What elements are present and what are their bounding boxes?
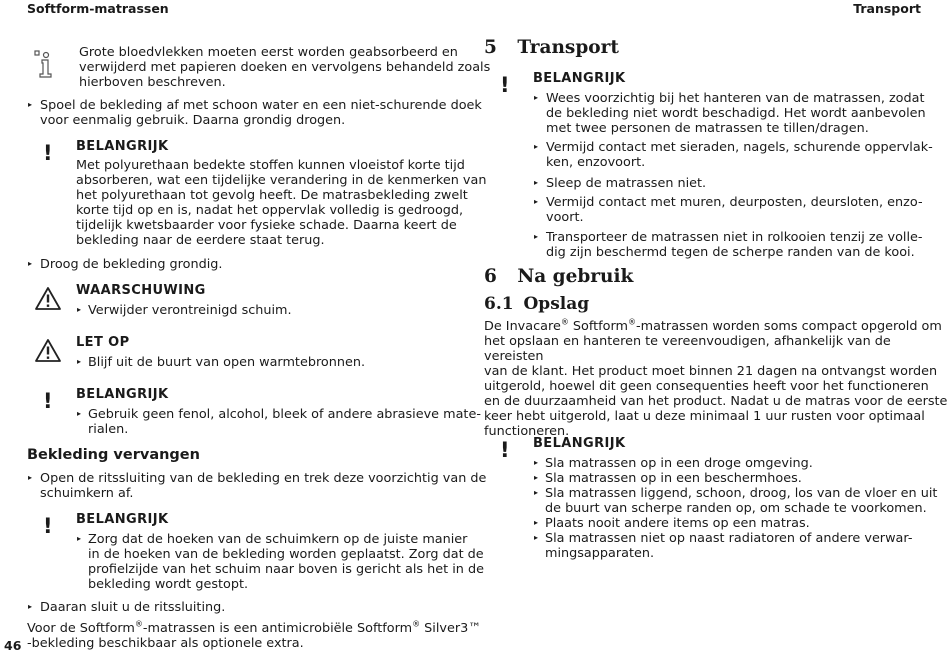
bullet-marker: ▸ [534,458,539,467]
text-line: voor eenmalig gebruik. Daarna grondig drogen. [40,113,346,128]
text-span: -matrassen worden soms compact opgerold om [635,319,942,334]
text-line: profielzijde van het schuim naar boven is gericht als het in de [88,562,484,577]
bullet-item-rinse [40,98,482,113]
transport-item [546,195,923,225]
text-line: voort. [546,210,584,225]
subsection-heading-storage [484,294,589,314]
transport-item [546,91,926,136]
bullet-marker: ▸ [534,533,539,542]
storage-item [545,486,937,516]
bullet-item-open-zipper-cont [40,486,133,501]
text-span: -matrassen is een antimicrobiële Softform [142,621,413,636]
registered-mark: ® [412,619,421,629]
text-line: ken, enzovoort. [546,155,646,170]
important-icon: ! [43,389,53,413]
text-line: het opslaan en hanteren te vereenvoudigen, afhankelijk van de vereisten [484,334,891,364]
bullet-marker: ▸ [534,142,539,151]
text-line: en de duurzaamheid van het product. Nadat u de matras voor de eerste [484,394,948,409]
note-item [88,407,481,437]
note-heading: BELANGRIJK [76,512,169,527]
text-line: absorberen, wat een tijdelijke verandering in de kenmerken van [76,173,487,188]
note-heading: BELANGRIJK [533,436,626,451]
caution-heading: LET OP [76,335,130,350]
bullet-marker: ▸ [534,197,539,206]
important-icon: ! [500,73,510,97]
storage-item [545,531,912,561]
text-span: Softform [568,319,628,334]
warning-heading: WAARSCHUWING [76,283,206,298]
text-line: met twee personen de matrassen te tillen/dragen. [546,121,869,136]
storage-item: Plaats nooit andere items op een matras. [545,516,810,531]
important-icon: ! [43,141,53,165]
bullet-marker: ▸ [28,259,33,268]
text-line: Met polyurethaan bedekte stoffen kunnen vloeistof korte tijd [76,158,465,173]
text-line: Spoel de bekleding af met schoon water en een niet-schurende doek [40,98,482,113]
text-line: mingsapparaten. [545,546,655,561]
page-number: 46 [4,638,22,653]
bullet-item-open-zipper [40,471,486,486]
text-line: het polyurethaan tot gevolg heeft. De matrasbekleding zwelt [76,188,468,203]
text-line: Vermijd contact met sieraden, nagels, schurende oppervlak- [546,140,933,155]
bullet-marker: ▸ [77,534,82,543]
text-line: hierboven beschreven. [79,75,226,90]
transport-item [546,140,933,170]
transport-item [546,176,706,191]
text-span: Voor de Softform [27,621,135,636]
registered-mark: ® [134,619,143,629]
section-number: 5 [484,37,497,58]
subsection-heading: Bekleding vervangen [27,447,200,463]
text-line: bekleding wordt gestopt. [88,577,249,592]
warning-item: Verwijder verontreinigd schuim. [88,303,292,318]
text-line: uitgerold, hoewel dit geen consequenties heeft voor het functioneren [484,379,929,394]
header-section-title: Transport [853,1,921,16]
bullet-marker: ▸ [534,488,539,497]
text-line: de buurt van scherpe randen op, om schade te voorkomen. [545,501,927,516]
bullet-marker: ▸ [534,178,539,187]
text-span: Silver3™ [420,621,482,636]
note-item [88,532,484,592]
section-title: Opslag [523,294,590,314]
text-line: Sla matrassen liggend, schoon, droog, los van de vloer en uit [545,486,938,501]
caution-triangle-icon [34,338,62,363]
info-icon [34,50,56,78]
header-document-title: Softform-matrassen [27,1,169,16]
note-heading: BELANGRIJK [76,139,169,154]
bullet-marker: ▸ [534,473,539,482]
bullet-marker: ▸ [77,357,82,366]
note-text [76,158,486,248]
text-line: verwijderd met papieren doeken en vervolgens behandeld zoals [79,60,491,75]
section-number: 6 [484,266,497,287]
text-line: korte tijd op en is, nadat het oppervlak volledig is gedroogd, [76,203,464,218]
caution-item: Blijf uit de buurt van open warmtebronnen. [88,355,366,370]
text-line: de bekleding niet wordt beschadigd. Het wordt aanbevolen [546,106,926,121]
bullet-item-close-zipper: Daaran sluit u de ritssluiting. [40,600,226,615]
text-line: Grote bloedvlekken moeten eerst worden geabsorbeerd en [79,45,458,60]
registered-mark: ® [627,317,636,327]
section-heading-after-use [484,266,633,287]
bullet-marker: ▸ [534,232,539,241]
text-span: De Invacare [484,319,561,334]
text-line: Gebruik geen fenol, alcohol, bleek of andere abrasieve mate- [88,407,481,422]
final-paragraph-line2: -bekleding beschikbaar als optionele extra. [27,636,304,651]
text-line [484,319,950,334]
text-line: dig zijn beschermd tegen de scherpe randen van de kooi. [546,245,915,260]
text-line: Transporteer de matrassen niet in rolkooien tenzij ze volle- [546,230,923,245]
storage-item: Sla matrassen op in een droge omgeving. [545,456,813,471]
bullet-item-rinse-cont [40,113,345,128]
bullet-marker: ▸ [28,473,33,482]
text-line: rialen. [88,422,129,437]
section-title: Na gebruik [517,266,634,287]
text-line: keer hebt uitgerold, laat u deze minimaal 1 uur rusten voor optimaal [484,409,925,424]
important-icon: ! [500,438,510,462]
bullet-marker: ▸ [28,602,33,611]
final-paragraph-line1 [27,621,481,636]
warning-triangle-icon [34,286,62,311]
text-line: Open de ritssluiting van de bekleding en trek deze voorzichtig van de [40,471,487,486]
storage-item: Sla matrassen op in een beschermhoes. [545,471,802,486]
text-line: bekleding naar de eerdere staat terug. [76,233,325,248]
page-header [0,0,950,18]
important-icon: ! [43,514,53,538]
section-number: 6.1 [484,294,514,314]
note-heading: BELANGRIJK [533,71,626,86]
bullet-marker: ▸ [77,305,82,314]
text-line: Sleep de matrassen niet. [546,176,707,191]
transport-item [546,230,923,260]
bullet-item-dry: Droog de bekleding grondig. [40,257,223,272]
text-line: functioneren. [484,424,570,439]
note-heading: BELANGRIJK [76,387,169,402]
info-text [79,45,490,90]
storage-paragraph [484,319,950,439]
text-line: in de hoeken van de bekleding worden geplaatst. Zorg dat de [88,547,484,562]
text-line: tijdelijk kwetsbaarder voor fysieke schade. Daarna keert de [76,218,457,233]
text-line: Sla matrassen niet op naast radiatoren of andere verwar- [545,531,913,546]
text-line: Zorg dat de hoeken van de schuimkern op de juiste manier [88,532,468,547]
text-line: schuimkern af. [40,486,134,501]
section-heading-transport [484,37,619,58]
bullet-marker: ▸ [534,518,539,527]
registered-mark: ® [560,317,569,327]
bullet-marker: ▸ [28,100,33,109]
bullet-marker: ▸ [534,93,539,102]
section-title: Transport [517,37,619,58]
text-line: van de klant. Het product moet binnen 21 dagen na ontvangst worden [484,364,938,379]
text-line: Wees voorzichtig bij het hanteren van de matrassen, zodat [546,91,925,106]
bullet-marker: ▸ [77,409,82,418]
text-line: Vermijd contact met muren, deurposten, deursloten, enzo- [546,195,923,210]
